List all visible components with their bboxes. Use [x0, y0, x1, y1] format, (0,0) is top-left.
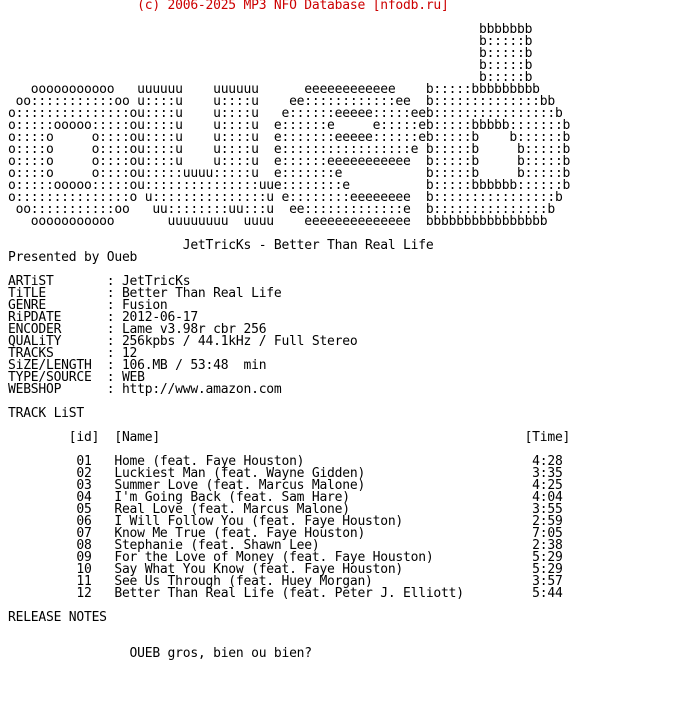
info-type-source: TYPE/SOURCE : WEB [8, 370, 145, 385]
ascii-art-line: o::::o o::::ou::::u u::::u e:::::::::::::::::e b:::::b b:::::b [8, 142, 571, 157]
info-tracks: TRACKS : 12 [8, 346, 138, 361]
track-row: 12 Better Than Real Life (feat. Peter J. Elliott) 5:44 [8, 586, 563, 601]
ascii-art-line: oo:::::::::::oo uu::::::::uu:::u ee:::::::::::::e b:::::::::::::::b [8, 202, 555, 217]
ascii-art-line: b:::::b [8, 34, 533, 49]
release-notes-heading: RELEASE NOTES [8, 610, 107, 625]
ascii-art-line: ooooooooooo uuuuuuuu uuuu eeeeeeeeeeeeee bbbbbbbbbbbbbbbb [8, 214, 548, 229]
track-row: 02 Luckiest Man (feat. Wayne Gidden) 3:35 [8, 466, 563, 481]
ascii-art-line: bbbbbbb [8, 22, 533, 37]
ascii-art-line: o::::o o::::ou:::::uuuu:::::u e:::::::e b:::::b b:::::b [8, 166, 571, 181]
ascii-art-line: oo:::::::::::oo u::::u u::::u ee::::::::::::ee b::::::::::::::bb [8, 94, 555, 109]
track-row: 05 Real Love (feat. Marcus Malone) 3:55 [8, 502, 563, 517]
track-row: 03 Summer Love (feat. Marcus Malone) 4:25 [8, 478, 563, 493]
track-row: 10 Say What You Know (feat. Faye Houston) 5:29 [8, 562, 563, 577]
release-notes-text: OUEB gros, bien ou bien? [8, 646, 312, 661]
ascii-art-line: ooooooooooo uuuuuu uuuuuu eeeeeeeeeeee b:::::bbbbbbbbb [8, 82, 540, 97]
release-title: JetTricKs - Better Than Real Life [8, 238, 434, 253]
ascii-art-line: o::::o o::::ou::::u u::::u e::::::eeeeeeeeeee b:::::b b:::::b [8, 154, 571, 169]
nfodb-copyright-header: (c) 2006-2025 MP3 NFO Database [nfodb.ru] [8, 0, 449, 13]
ascii-art-line: o:::::ooooo:::::ou::::u u::::u e::::::e e:::::eb:::::bbbbb:::::::b [8, 118, 571, 133]
info-ripdate: RiPDATE : 2012-06-17 [8, 310, 198, 325]
info-size-length: SiZE/LENGTH : 106.MB / 53:48 min [8, 358, 267, 373]
blank-line [8, 624, 570, 636]
presented-by: Presented by Oueb [8, 250, 138, 265]
info-genre: GENRE : Fusion [8, 298, 168, 313]
ascii-art-line: b:::::b [8, 58, 533, 73]
track-row: 08 Stephanie (feat. Shawn Lee) 2:38 [8, 538, 563, 553]
ascii-art-line: b:::::b [8, 46, 533, 61]
ascii-art-line: o:::::::::::::::ou::::u u::::u e::::::eeeee:::::eeb::::::::::::::::b [8, 106, 563, 121]
track-table-header: [id] [Name] [Time] [8, 430, 571, 445]
ascii-art-line: o::::o o::::ou::::u u::::u e:::::::eeeee::::::eb:::::b b::::::b [8, 130, 571, 145]
track-row: 07 Know Me True (feat. Faye Houston) 7:05 [8, 526, 563, 541]
info-webshop: WEBSHOP : http://www.amazon.com [8, 382, 282, 397]
info-artist: ARTiST : JetTricKs [8, 274, 191, 289]
track-row: 04 I'm Going Back (feat. Sam Hare) 4:04 [8, 490, 563, 505]
nfo-document [8, 0, 570, 660]
track-row: 06 I Will Follow You (feat. Faye Houston) 2:59 [8, 514, 563, 529]
info-title: TiTLE : Better Than Real Life [8, 286, 282, 301]
blank-line [8, 396, 570, 408]
track-list-heading: TRACK LiST [8, 406, 84, 421]
ascii-art-line: o:::::ooooo:::::ou:::::::::::::::uue::::::::e b:::::bbbbbb::::::b [8, 178, 571, 193]
info-quality: QUALiTY : 256kpbs / 44.1kHz / Full Stereo [8, 334, 358, 349]
ascii-art-line: b:::::b [8, 70, 533, 85]
track-row: 09 For the Love of Money (feat. Faye Houston) 5:29 [8, 550, 563, 565]
track-row: 11 See Us Through (feat. Huey Morgan) 3:57 [8, 574, 563, 589]
info-encoder: ENCODER : Lame v3.98r cbr 256 [8, 322, 267, 337]
track-row: 01 Home (feat. Faye Houston) 4:28 [8, 454, 563, 469]
ascii-art-line: o:::::::::::::::o u:::::::::::::::u e::::::::eeeeeeee b::::::::::::::::b [8, 190, 563, 205]
